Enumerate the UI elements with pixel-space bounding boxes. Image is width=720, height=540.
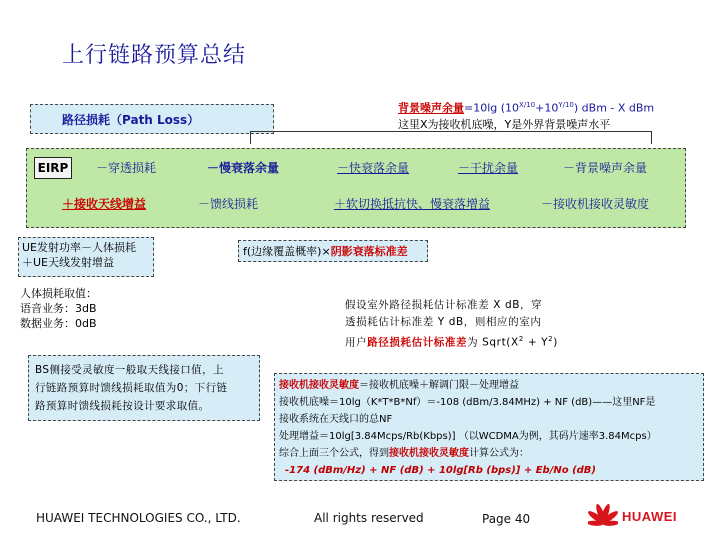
formula-sup: Y/10 — [558, 101, 574, 109]
eirp-box: EIRP — [34, 157, 72, 179]
footer-rights: All rights reserved — [314, 511, 424, 525]
indoor-note-sup: 2 — [548, 335, 554, 343]
ue-power-line: ＋UE天线发射增益 — [22, 256, 115, 269]
footer-company: HUAWEI TECHNOLOGIES CO., LTD. — [36, 511, 241, 525]
formula-part: ) dBm - X dBm — [573, 101, 655, 115]
sensitivity-line: 处理增益＝10lg[3.84Mcps/Rb(Kbps)] （以WCDMA为例，其码片速率3.84Mcps） — [279, 431, 657, 442]
bs-note-line: BS侧接受灵敏度一般取天线接口值，上 — [35, 364, 224, 376]
receiver-sensitivity: －接收机接收灵敏度 — [541, 197, 650, 211]
sensitivity-calculation — [274, 373, 704, 481]
interference-margin: －干扰余量 — [458, 161, 519, 175]
body-loss-line: 数据业务：0dB — [20, 317, 97, 330]
body-loss-line: 人体损耗取值： — [20, 287, 97, 300]
sensitivity-final-formula: -174 (dBm/Hz) + NF (dB) + 10lg[Rb (bps)] + Eb/No (dB) — [285, 465, 596, 476]
indoor-note-part: ) — [553, 336, 558, 349]
ue-power-box — [18, 237, 154, 277]
indoor-note-line: 透损耗估计标准差 Y dB，则相应的室内 — [345, 316, 542, 328]
indoor-note-part: 为 Sqrt(X — [467, 336, 519, 349]
page-title: 上行链路预算总结 — [62, 43, 247, 68]
bs-note-line: 行链路预算时馈线损耗取值为0；下行链 — [35, 382, 228, 394]
huawei-logo-text: HUAWEI — [622, 509, 677, 524]
sensitivity-text: ＝接收机底噪＋解调门限－处理增益 — [359, 380, 519, 391]
sensitivity-term: 接收机接收灵敏度 — [279, 380, 359, 391]
indoor-note-part: 用户 — [345, 336, 368, 349]
shadow-fading-std: 阴影衰落标准差 — [330, 245, 408, 258]
footer-page-number: Page 40 — [482, 512, 531, 526]
bs-note-line: 路预算时馈线损耗按设计要求取值。 — [35, 400, 210, 412]
indoor-path-loss-std: 路径损耗估计标准差 — [367, 336, 468, 349]
background-noise-note: 这里X为接收机底噪，Y是外界背景噪声水平 — [398, 118, 611, 131]
penetration-loss: －穿透损耗 — [96, 161, 157, 175]
indoor-note-line — [345, 331, 558, 352]
sensitivity-line: 接收系统在天线口的总NF — [279, 414, 393, 425]
background-noise-margin: －背景噪声余量 — [563, 161, 648, 175]
indoor-note-part: + Y — [523, 336, 549, 349]
background-noise-formula — [398, 98, 654, 116]
soft-handover-gain: ＋软切换抵抗快、慢衰落增益 — [334, 197, 491, 211]
formula-sup: X/10 — [519, 101, 536, 109]
indoor-note-sup: 2 — [518, 335, 524, 343]
sensitivity-line — [279, 445, 699, 462]
formula-part: =10lg (10 — [464, 101, 520, 115]
sensitivity-line: 接收机底噪＝10lg（K*T*B*Nf）＝-108 (dBm/3.84MHz) + NF (dB)——这里NF是 — [279, 397, 656, 408]
indoor-note-line: 假设室外路径损耗估计标准差 X dB，穿 — [345, 299, 543, 311]
feeder-loss: －馈线损耗 — [198, 197, 259, 211]
sensitivity-text: 综合上面三个公式，得到 — [279, 448, 389, 459]
slow-fading-margin: －慢衰落余量 — [207, 161, 280, 175]
background-noise-label: 背景噪声余量 — [398, 101, 464, 115]
bs-sensitivity-note — [28, 355, 260, 421]
body-loss-line: 语音业务：3dB — [20, 302, 97, 315]
fade-margin-formula — [238, 240, 428, 262]
rx-antenna-gain: ＋接收天线增益 — [62, 197, 147, 211]
path-loss-label: 路径损耗（Path Loss） — [62, 113, 200, 127]
fade-formula-text: f(边缘覆盖概率)× — [243, 245, 331, 258]
sensitivity-term: 接收机接收灵敏度 — [389, 448, 469, 459]
path-loss-bracket — [250, 131, 652, 144]
formula-part: +10 — [535, 101, 559, 115]
body-loss-values — [20, 286, 97, 331]
huawei-logo-icon — [588, 500, 618, 528]
sensitivity-line — [279, 377, 699, 394]
sensitivity-text: 计算公式为： — [469, 448, 529, 459]
fast-fading-margin: －快衰落余量 — [337, 161, 410, 175]
ue-power-line: UE发射功率－人体损耗 — [22, 241, 137, 254]
indoor-std-note — [345, 297, 558, 352]
